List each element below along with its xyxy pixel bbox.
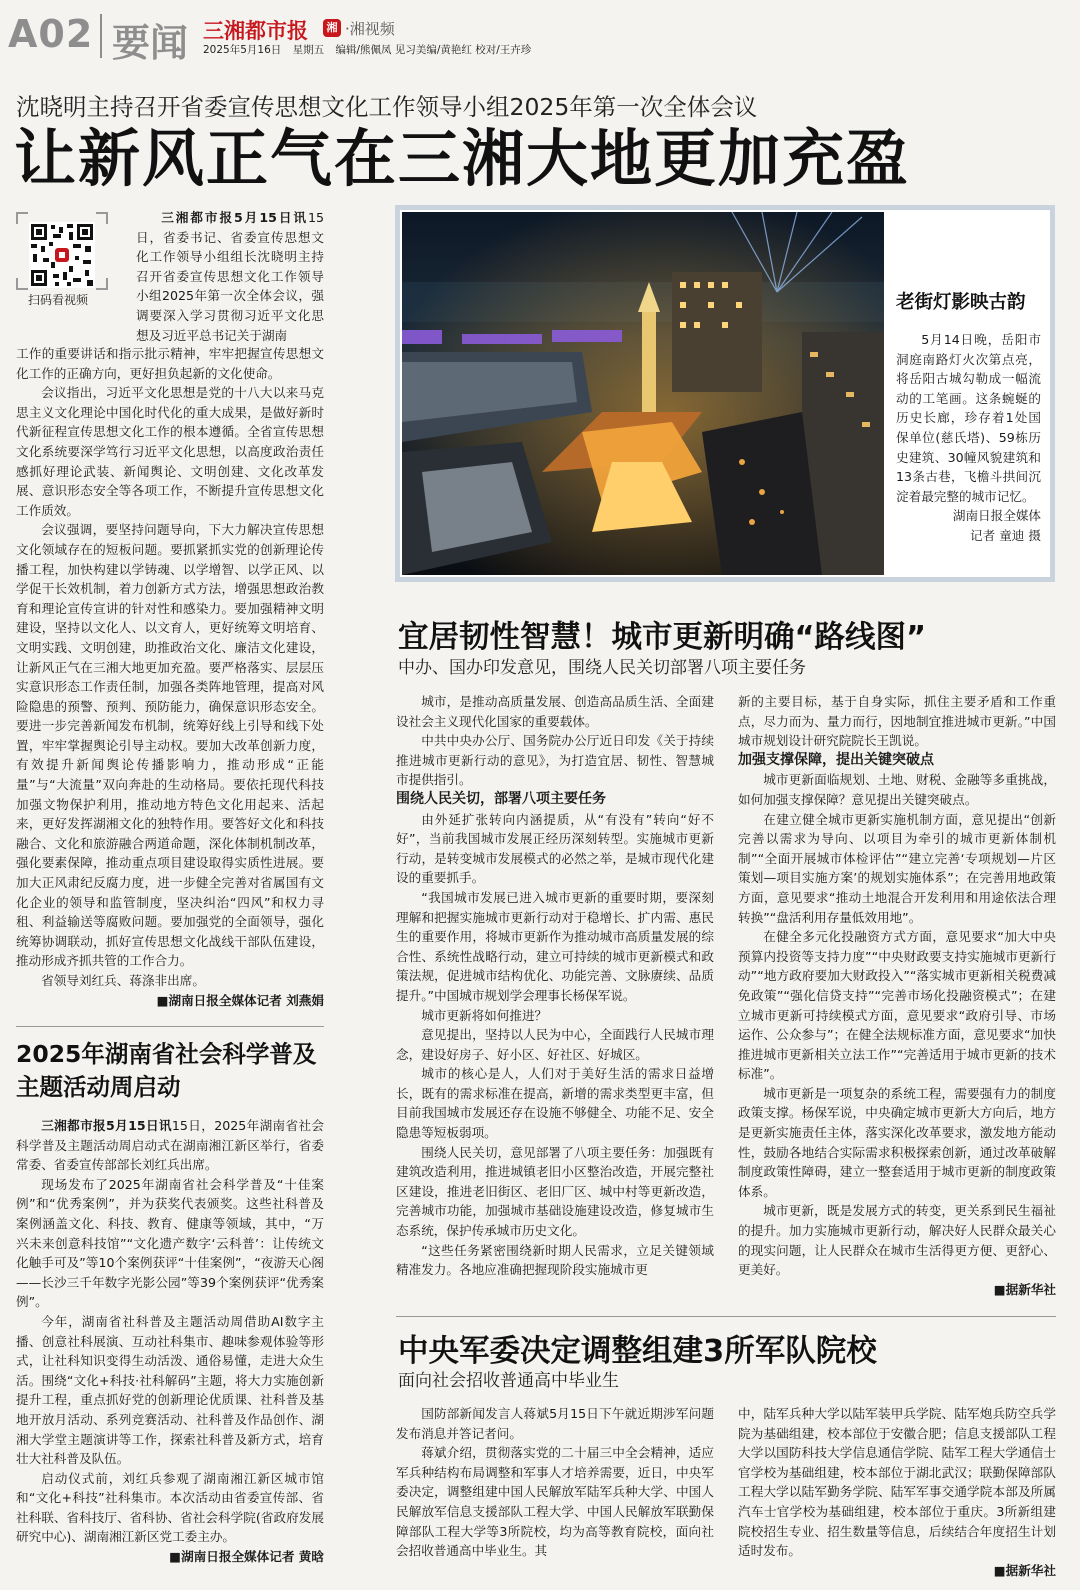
editor-credits: 编辑/熊佩凤 见习美编/黄艳红 校对/王卉珍 xyxy=(335,44,532,56)
science-divider xyxy=(16,1026,324,1027)
photo-caption-box xyxy=(896,330,1041,546)
military-column-2 xyxy=(738,1404,1056,1586)
military-headline: 中央军委决定调整组建3所军队院校 xyxy=(398,1334,877,1369)
qr-caption: 扫码看视频 xyxy=(28,293,89,307)
lead-para1-top xyxy=(136,208,324,346)
science-para2: 现场发布了2025年湖南省社会科学普及“十佳案例”和“优秀案例”，并为获奖代表颁奖。这些社科普及案例涵盖文化、科技、教育、健康等领域，其中，“万兴未来创意科技馆”“文化遗产数字‘云科普’：让传统文化触手可及”等10个案例获评“十佳案例”，“夜游天心阁——长沙三千年数字光影公园”等39个案例获评“优秀案例”。 xyxy=(16,1176,324,1310)
masthead xyxy=(0,0,1080,72)
urban-subhead: 中办、国办印发意见，围绕人民关切部署八项主要任务 xyxy=(398,658,806,678)
urban-c1-p6: 意见提出，坚持以人民为中心，全面践行人民城市理念，建设好房子、好小区、好社区、好城区。 xyxy=(396,1027,714,1062)
urban-c1-p2: 中共中央办公厅、国务院办公厅近日印发《关于持续推进城市更新行动的意见》，为打造宜居、韧性、智慧城市提供指引。 xyxy=(396,733,714,788)
photo-credit-2: 记者 童迪 摄 xyxy=(970,527,1041,543)
science-article-body xyxy=(16,1116,324,1568)
military-c2-credit: ■据新华社 xyxy=(993,1562,1056,1578)
urban-c1-p4: “我国城市发展已进入城市更新的重要时期，要深刻理解和把握实施城市更新行动对于稳增长、扩内需、惠民生的重要作用，将城市更新作为推动城市高质量发展的综合性、系统性战略行动，建立可持续的城市更新模式和政策法规，促进城市结构优化、功能完善、文脉赓续、品质提升。”中国城市规划学会理事长杨保军说。 xyxy=(396,889,714,1003)
urban-c2-p5: 城市更新是一项复杂的系统工程，需要强有力的制度政策支撑。杨保军说，中央确定城市更新大方向后，地方是更新实施责任主体，落实深化改革要求，激发地方能动性，鼓励各地结合实际需求积极探索创新，通过改革破解制度政策性障碍，建立一整套适用于城市更新的制度政策体系。 xyxy=(738,1085,1056,1199)
paper-name: 三湘都市报 xyxy=(203,19,308,43)
lead-dateline: 三湘都市报5月15日讯 xyxy=(161,210,308,225)
urban-c2-p1: 新的主要目标，基于自身实际，抓住主要矛盾和工作重点，尽力而为、量力而行，因地制宜推进城市更新。”中国城市规划设计研究院院长王凯说。 xyxy=(738,694,1056,749)
urban-c1-subheading: 围绕人民关切，部署八项主要任务 xyxy=(396,790,606,807)
urban-c1-p8: 围绕人民关切，意见部署了八项主要任务：加强既有建筑改造利用，推进城镇老旧小区整治改造，开展完整社区建设，推进老旧街区、老旧厂区、城中村等更新改造，完善城市功能，加强城市基础设施建设改造，修复城市生态系统，保护传承城市历史文化。 xyxy=(396,1144,714,1239)
issue-weekday: 星期五 xyxy=(292,44,325,56)
science-credit: ■湖南日报全媒体记者 黄晗 xyxy=(169,1549,324,1565)
lead-para2: 会议指出，习近平文化思想是党的十八大以来马克思主义文化理论中国化时代化的重大成果，是做好新时代新征程宣传思想文化工作的根本遵循。全省宣传思想文化系统要深学笃行习近平文化思想，以高度政治责任感抓好理论武装、新闻舆论、文明创建、文化改革发展、意识形态安全等各项工作，不断提升宣传思想文化工作质效。 xyxy=(16,385,324,518)
urban-c2-subheading: 加强支撑保障，提出关键突破点 xyxy=(738,751,934,768)
urban-c2-p2: 城市更新面临规划、土地、财税、金融等多重挑战，如何加强支撑保障？意见提出关键突破点。 xyxy=(738,772,1056,807)
military-c2-p1: 中，陆军兵种大学以陆军装甲兵学院、陆军炮兵防空兵学院为基础组建，校本部位于安徽合肥；信息支援部队工程大学以国防科技大学信息通信学院、陆军工程大学通信士官学校为基础组建，校本部位于湖北武汉；联勤保障部队工程大学以陆军勤务学院、陆军军事交通学院本部及所属汽车士官学校为基础组建，校本部位于重庆。3所新组建院校招生专业、招生数量等信息，后续结合年度招生计划适时发布。 xyxy=(738,1406,1056,1559)
urban-c1-p7: 城市的核心是人，人们对于美好生活的需求日益增长，既有的需求标准在提高，新增的需求类型更丰富，但目前我国城市发展还存在设施不够健全、功能不足、安全隐患等短板弱项。 xyxy=(396,1066,714,1141)
urban-column-1 xyxy=(396,692,714,1304)
science-dateline: 三湘都市报5月15日讯 xyxy=(41,1118,172,1133)
photo-caption: 5月14日晚，岳阳市洞庭南路灯火次第点亮，将岳阳古城勾勒成一幅流动的工笔画。这条蜿蜒的历史长廊，珍存着1处国保单位(慈氏塔)、59栋历史建筑、30幢风貌建筑和13条古巷，飞檐斗拱间沉淀着最完整的城市记忆。 xyxy=(896,332,1041,504)
urban-c2-p4: 在健全多元化投融资方式方面，意见要求“加大中央预算内投资等支持力度”“中央财政要支持实施城市更新行动”“地方政府要加大财政投入”“落实城市更新相关税费减免政策”“强化信贷支持”“完善市场化投融资模式”；在建立城市更新可持续模式方面，意见要求“政府引导、市场运作、公众参与”；在健全法规标准方面，意见要求“加快推进城市更新相关立法工作”“完善适用于城市更新的技术标准”。 xyxy=(738,929,1056,1082)
page-code: A02 xyxy=(8,12,94,56)
qr-code-icon xyxy=(29,222,95,288)
lead-kicker: 沈晓明主持召开省委宣传思想文化工作领导小组2025年第一次全体会议 xyxy=(16,93,758,121)
lead-para4: 省领导刘红兵、蒋涤非出席。 xyxy=(41,973,205,988)
science-para4: 启动仪式前，刘红兵参观了湖南湘江新区城市馆和“文化+科技”社科集市。本次活动由省委宣传部、省社科联、省科技厅、省科协、省社会科学院(省政府发展研究中心)、湖南湘江新区党工委主办。 xyxy=(16,1470,324,1545)
urban-c2-p6: 城市更新，既是发展方式的转变，更关系到民生福祉的提升。加力实施城市更新行动，解决好人民群众最关心的现实问题，让人民群众在城市生活得更方便、更舒心、更美好。 xyxy=(738,1203,1056,1278)
military-divider xyxy=(396,1316,1056,1317)
military-column-1 xyxy=(396,1404,714,1586)
night-street-photo xyxy=(402,212,884,575)
urban-c2-credit: ■据新华社 xyxy=(993,1281,1056,1297)
lead-para1-text: 15日，省委书记、省委宣传思想文化工作领导小组组长沈晓明主持召开省委宣传思想文化工作领导小组2025年第一次全体会议，强调要深入学习贯彻习近平文化思想及习近平总书记关于湖南 xyxy=(136,210,324,343)
lead-para3: 会议强调，要坚持问题导向，下大力解决宣传思想文化领域存在的短板问题。要抓紧抓实党的创新理论传播工程，加快构建以学铸魂、以学增智、以学正风、以学促干长效机制，着力创新方式方法，增强思想政治教育和理论宣传宣讲的针对性和感染力。要加强精神文明建设，坚持以文化人、以文育人，更好统筹文明培育、文明实践、文明创建，助推政治文化、廉洁文化建设，让新风正气在三湘大地更加充盈。要严格落实、层层压实意识形态工作责任制，加强各类阵地管理，提高对风险隐患的预警、预判、预防能力，确保意识形态安全。要进一步完善新闻发布机制，统筹好线上引导和线下处置，牢牢掌握舆论引导主动权。要加大改革创新力度，有效提升新闻舆论传播影响力，推动形成“正能量”与“大流量”双向奔赴的生动格局。要依托现代科技加强文物保护利用，推动地方特色文化用起来、活起来，更好发挥湖湘文化的独特作用。要答好文化和科技融合、文化和旅游融合两道命题，深化体制机制改革，强化要素保障，推动重点项目建设取得实质性进展。要加大正风肃纪反腐力度，进一步健全完善对省属国有文化企业的领导和监管制度，坚决纠治“四风”和权力寻租、利益输送等腐败问题。要加强党的全面领导，强化统筹协调联动，抓好宣传思想文化战线干部队伍建设，推动形成齐抓共管的工作合力。 xyxy=(16,522,324,969)
science-headline: 2025年湖南省社会科学普及主题活动周启动 xyxy=(16,1040,317,1101)
urban-c1-p1: 城市，是推动高质量发展、创造高品质生活、全面建设社会主义现代化国家的重要载体。 xyxy=(396,694,714,729)
urban-c2-p3: 在建立健全城市更新实施机制方面，意见提出“创新完善以需求为导向、以项目为牵引的城市更新体制机制”“全面开展城市体检评估”“建立完善‘专项规划—片区策划—项目实施方案’的规划实施体系”；在完善用地政策方面，意见要求“推动土地混合开发利用和用途依法合理转换”“盘活利用存量低效用地”。 xyxy=(738,811,1056,925)
military-subhead: 面向社会招收普通高中毕业生 xyxy=(398,1371,619,1391)
military-c1-p2: 蒋斌介绍，贯彻落实党的二十届三中全会精神，适应军兵种结构布局调整和军事人才培养需要，近日，中央军委决定，调整组建中国人民解放军陆军兵种大学、中国人民解放军信息支援部队工程大学、中国人民解放军联勤保障部队工程大学等3所院校，均为高等教育院校，面向社会招收普通高中毕业生。其 xyxy=(396,1445,714,1559)
issue-date: 2025年5月16日 xyxy=(203,44,282,56)
partner-logo-icon: 湘 xyxy=(323,19,341,37)
masthead-divider xyxy=(100,14,102,58)
urban-c1-p3: 由外延扩张转向内涵提质，从“有没有”转向“好不好”，当前我国城市发展正经历深刻转型。实施城市更新行动，是转变城市发展模式的必然之举，是城市现代化建设的重要抓手。 xyxy=(396,811,714,886)
science-para1: 15日，2025年湖南省社会科学普及主题活动周启动式在湖南湘江新区举行，省委常委、省委宣传部部长刘红兵出席。 xyxy=(16,1118,324,1173)
lead-headline: 让新风正气在三湘大地更加充盈 xyxy=(14,122,911,195)
section-name: 要闻 xyxy=(112,21,189,65)
photo-title: 老街灯影映古韵 xyxy=(896,292,1026,313)
urban-c1-p9: “这些任务紧密围绕新时期人民需求，立足关键领域精准发力。各地应准确把握现阶段实施城市更 xyxy=(396,1242,714,1278)
partner-name: ·湘视频 xyxy=(345,20,395,38)
science-para3: 今年，湖南省社科普及主题活动周借助AI数字主播、创意社科展演、互动社科集市、趣味参观体验等形式，让社科知识变得生动活泼、通俗易懂，走进大众生活。围绕“文化+科技·社科解码”主题，将大力实施创新提升工程，重点抓好党的创新理论优质课、社科普及基地开放月活动、系列竞赛活动、社科普及作品创作、湖湘大学堂主题演讲等工作，探索社科普及新方式，培育壮大社科普及队伍。 xyxy=(16,1313,324,1467)
issue-line xyxy=(203,42,531,57)
lead-article-body xyxy=(16,344,324,1012)
lead-para1-rest: 工作的重要讲话和指示批示精神，牢牢把握宣传思想文化工作的正确方向，更好担负起新的文化使命。 xyxy=(16,346,324,381)
military-c1-p1: 国防部新闻发言人蒋斌5月15日下午就近期涉军问题发布消息并答记者问。 xyxy=(396,1406,714,1441)
urban-headline: 宜居韧性智慧！城市更新明确“路线图” xyxy=(398,620,927,655)
urban-column-2 xyxy=(738,692,1056,1304)
lead-credit: ■湖南日报全媒体记者 刘燕娟 xyxy=(156,992,324,1008)
photo-credit-1: 湖南日报全媒体 xyxy=(952,508,1041,524)
qr-code[interactable] xyxy=(16,212,108,307)
urban-c1-p5: 城市更新将如何推进？ xyxy=(421,1007,548,1023)
